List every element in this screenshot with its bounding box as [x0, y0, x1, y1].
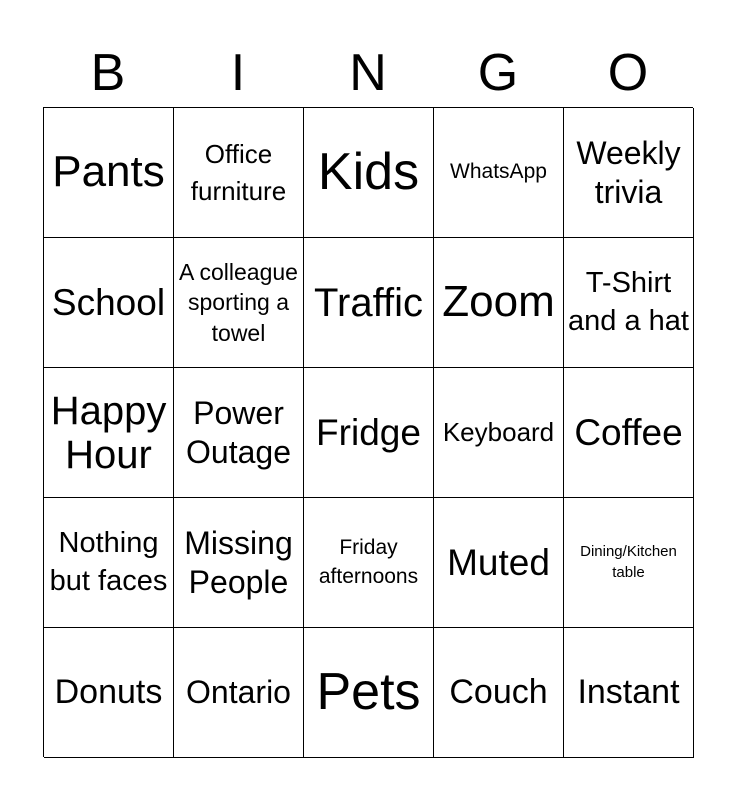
cell-label: A colleague sporting a towel	[179, 258, 298, 346]
cell-label: Coffee	[574, 411, 683, 453]
bingo-cell[interactable]	[44, 238, 174, 368]
bingo-cell[interactable]	[174, 498, 304, 628]
cell-label: T-Shirt and a hat	[568, 266, 689, 337]
cell-label: Instant	[577, 672, 680, 711]
bingo-cell[interactable]	[304, 238, 434, 368]
cell-label: Happy Hour	[50, 388, 167, 477]
bingo-cell[interactable]	[44, 368, 174, 498]
bingo-cell[interactable]	[564, 628, 694, 758]
bingo-cell[interactable]	[44, 108, 174, 238]
header-letter-b: B	[90, 44, 126, 102]
cell-label: Missing People	[184, 525, 293, 600]
bingo-cell[interactable]	[564, 238, 694, 368]
bingo-cell[interactable]	[564, 108, 694, 238]
bingo-cell[interactable]	[434, 498, 564, 628]
bingo-cell[interactable]	[434, 368, 564, 498]
bingo-header	[43, 40, 693, 106]
bingo-board	[43, 107, 693, 757]
bingo-cell[interactable]	[174, 108, 304, 238]
bingo-cell[interactable]	[304, 108, 434, 238]
cell-label: Weekly trivia	[576, 135, 681, 210]
cell-label: Friday afternoons	[318, 536, 419, 588]
bingo-cell[interactable]	[44, 498, 174, 628]
bingo-cell[interactable]	[434, 628, 564, 758]
cell-label: Fridge	[316, 411, 421, 453]
cell-label: Keyboard	[442, 417, 555, 448]
bingo-cell[interactable]	[434, 238, 564, 368]
header-letter-g: G	[477, 44, 519, 102]
bingo-cell[interactable]	[304, 498, 434, 628]
cell-label: Pants	[52, 147, 165, 197]
header-letter-n: N	[349, 44, 387, 102]
cell-label: Kids	[317, 143, 420, 202]
cell-label: School	[51, 281, 166, 323]
cell-label: Traffic	[314, 280, 423, 325]
bingo-cell[interactable]	[304, 368, 434, 498]
cell-label: Couch	[449, 672, 548, 711]
cell-label: Dining/Kitchen table	[580, 543, 677, 581]
bingo-cell[interactable]	[174, 238, 304, 368]
bingo-cell[interactable]	[564, 498, 694, 628]
cell-label: Nothing but faces	[49, 526, 168, 597]
cell-label: Office furniture	[190, 139, 287, 206]
bingo-cell[interactable]	[174, 628, 304, 758]
bingo-cell[interactable]	[434, 108, 564, 238]
header-letter-o: O	[607, 44, 649, 102]
cell-label: Zoom	[442, 277, 555, 327]
cell-label: WhatsApp	[450, 160, 547, 184]
cell-label: Muted	[447, 541, 550, 583]
bingo-cell[interactable]	[44, 628, 174, 758]
cell-label: Ontario	[186, 674, 291, 711]
bingo-cell[interactable]	[304, 628, 434, 758]
cell-label: Pets	[316, 663, 421, 722]
bingo-cell[interactable]	[174, 368, 304, 498]
cell-label: Power Outage	[186, 395, 291, 470]
cell-label: Donuts	[54, 672, 163, 711]
bingo-cell[interactable]	[564, 368, 694, 498]
header-letter-i: I	[230, 44, 246, 102]
